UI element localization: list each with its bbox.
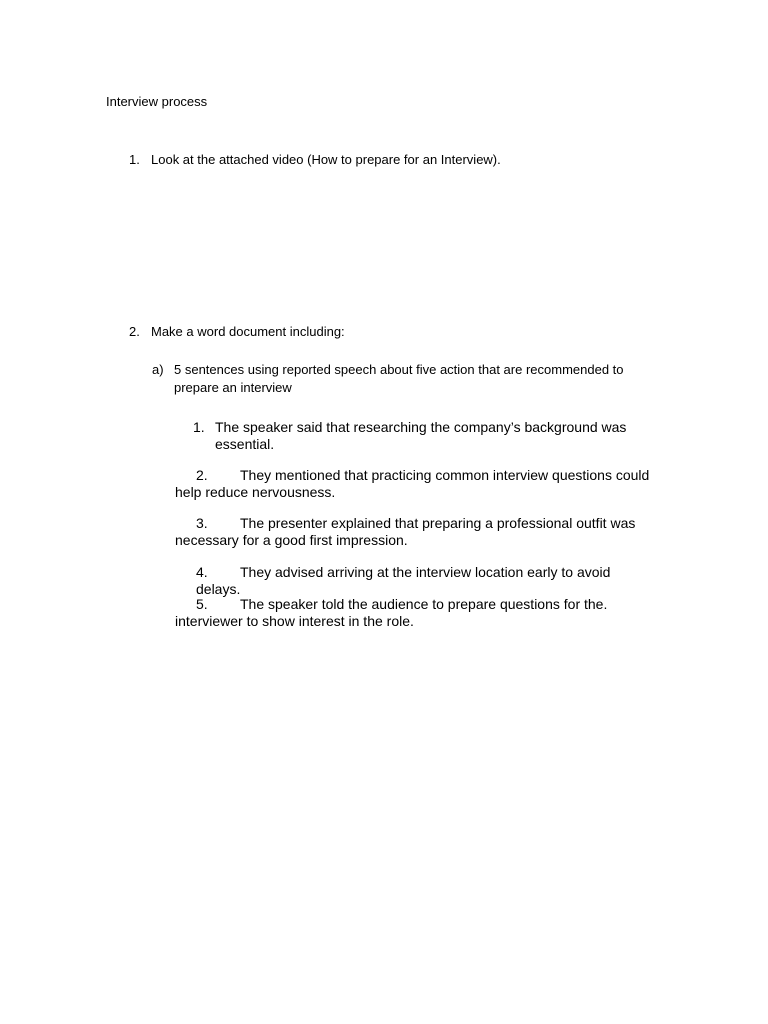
- sentence-5-number: 5.: [196, 596, 208, 612]
- step-1-number: 1.: [129, 152, 140, 167]
- step-1-text: Look at the attached video (How to prepare for an Interview).: [151, 152, 501, 167]
- sentence-4: [175, 564, 655, 598]
- sentence-5: [175, 596, 655, 630]
- sentence-1-number: 1.: [193, 419, 205, 435]
- sentence-1-text: The speaker said that researching the company’s background was essential.: [215, 419, 627, 452]
- step-1: [129, 151, 689, 169]
- document-title: Interview process: [106, 94, 208, 109]
- step-2-text: Make a word document including:: [151, 324, 345, 339]
- sentence-5-line1: The speaker told the audience to prepare questions for the.: [240, 596, 608, 612]
- sub-item-a-text: 5 sentences using reported speech about five action that are recommended to prepare an interview: [174, 362, 624, 395]
- sentence-3-line2: necessary for a good first impression.: [175, 532, 408, 548]
- step-2: [129, 323, 689, 341]
- sub-item-a-letter: a): [152, 362, 164, 377]
- sentence-3-number: 3.: [196, 515, 208, 531]
- sentence-4-number: 4.: [196, 564, 208, 580]
- sentence-2-line2: help reduce nervousness.: [175, 484, 336, 500]
- sentence-2: [175, 467, 655, 501]
- sentence-5-line2: interviewer to show interest in the role.: [175, 613, 414, 629]
- sentence-2-line1: They mentioned that practicing common interview questions could: [240, 467, 650, 483]
- sentence-3-line1: The presenter explained that preparing a professional outfit was: [240, 515, 636, 531]
- sentence-4-line1: They advised arriving at the interview location early to avoid delays.: [196, 564, 611, 597]
- step-2-number: 2.: [129, 324, 140, 339]
- sentence-3: [175, 515, 655, 549]
- sentence-2-number: 2.: [196, 467, 208, 483]
